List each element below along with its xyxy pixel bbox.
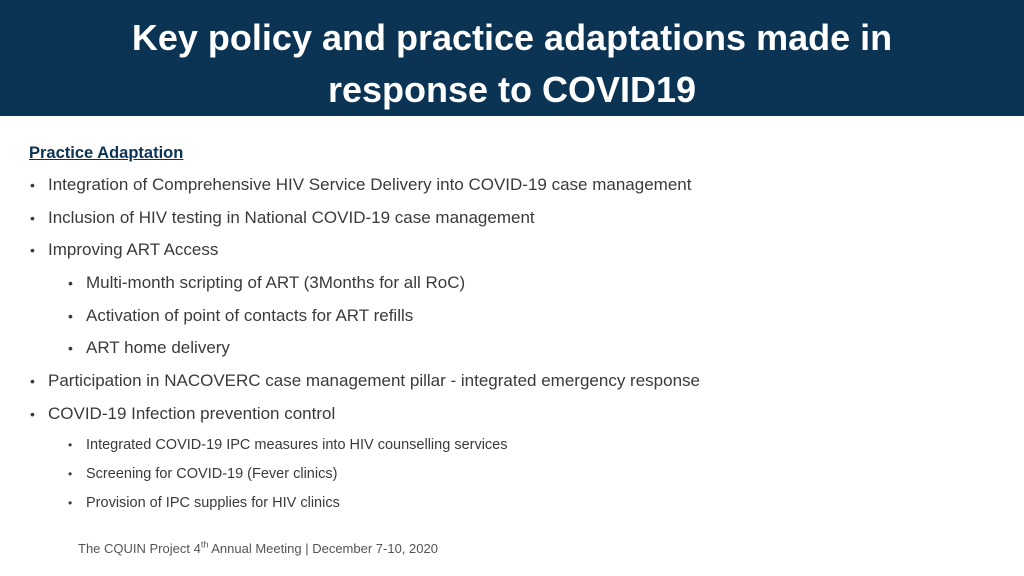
footer-meeting-date: Annual Meeting | December 7-10, 2020 bbox=[211, 541, 438, 556]
bullet-icon: • bbox=[68, 496, 73, 510]
bullet-icon: • bbox=[68, 467, 73, 481]
bullet-icon: • bbox=[68, 340, 73, 356]
bullet-text: Activation of point of contacts for ART refills bbox=[86, 306, 414, 325]
bullet-text: Participation in NACOVERC case management pillar - integrated emergency response bbox=[48, 371, 700, 390]
bullet-text: Improving ART Access bbox=[48, 240, 219, 259]
title-banner bbox=[0, 0, 1024, 116]
bullet-text: Provision of IPC supplies for HIV clinics bbox=[86, 495, 340, 511]
bullet-text: Multi-month scripting of ART (3Months for all RoC) bbox=[86, 273, 466, 292]
bullet-icon: • bbox=[30, 177, 35, 193]
bullet-icon: • bbox=[30, 373, 35, 389]
bullet-icon: • bbox=[68, 275, 73, 291]
slide-title-line-1: Key policy and practice adaptations made in bbox=[131, 17, 893, 58]
footer-ordinal-suffix: th bbox=[200, 539, 209, 550]
bullet-icon: • bbox=[68, 438, 73, 452]
slide-title-line-2: response to COVID19 bbox=[327, 69, 697, 110]
bullet-text: Integrated COVID-19 IPC measures into HIV counselling services bbox=[86, 437, 508, 453]
bullet-text: Integration of Comprehensive HIV Service Delivery into COVID-19 case management bbox=[48, 175, 692, 194]
footer-ordinal-number: 4 bbox=[193, 541, 201, 556]
bullet-text: ART home delivery bbox=[86, 338, 230, 357]
footer-project: The CQUIN Project bbox=[78, 541, 190, 556]
slide-footer bbox=[78, 540, 438, 558]
bullet-text: COVID-19 Infection prevention control bbox=[48, 404, 336, 423]
bullet-icon: • bbox=[30, 242, 35, 258]
bullet-text: Inclusion of HIV testing in National COVID-19 case management bbox=[48, 208, 535, 227]
bullet-icon: • bbox=[30, 210, 35, 226]
bullet-icon: • bbox=[30, 406, 35, 422]
bullet-text: Screening for COVID-19 (Fever clinics) bbox=[86, 466, 338, 482]
bullet-icon: • bbox=[68, 308, 73, 324]
section-heading: Practice Adaptation bbox=[29, 144, 184, 162]
